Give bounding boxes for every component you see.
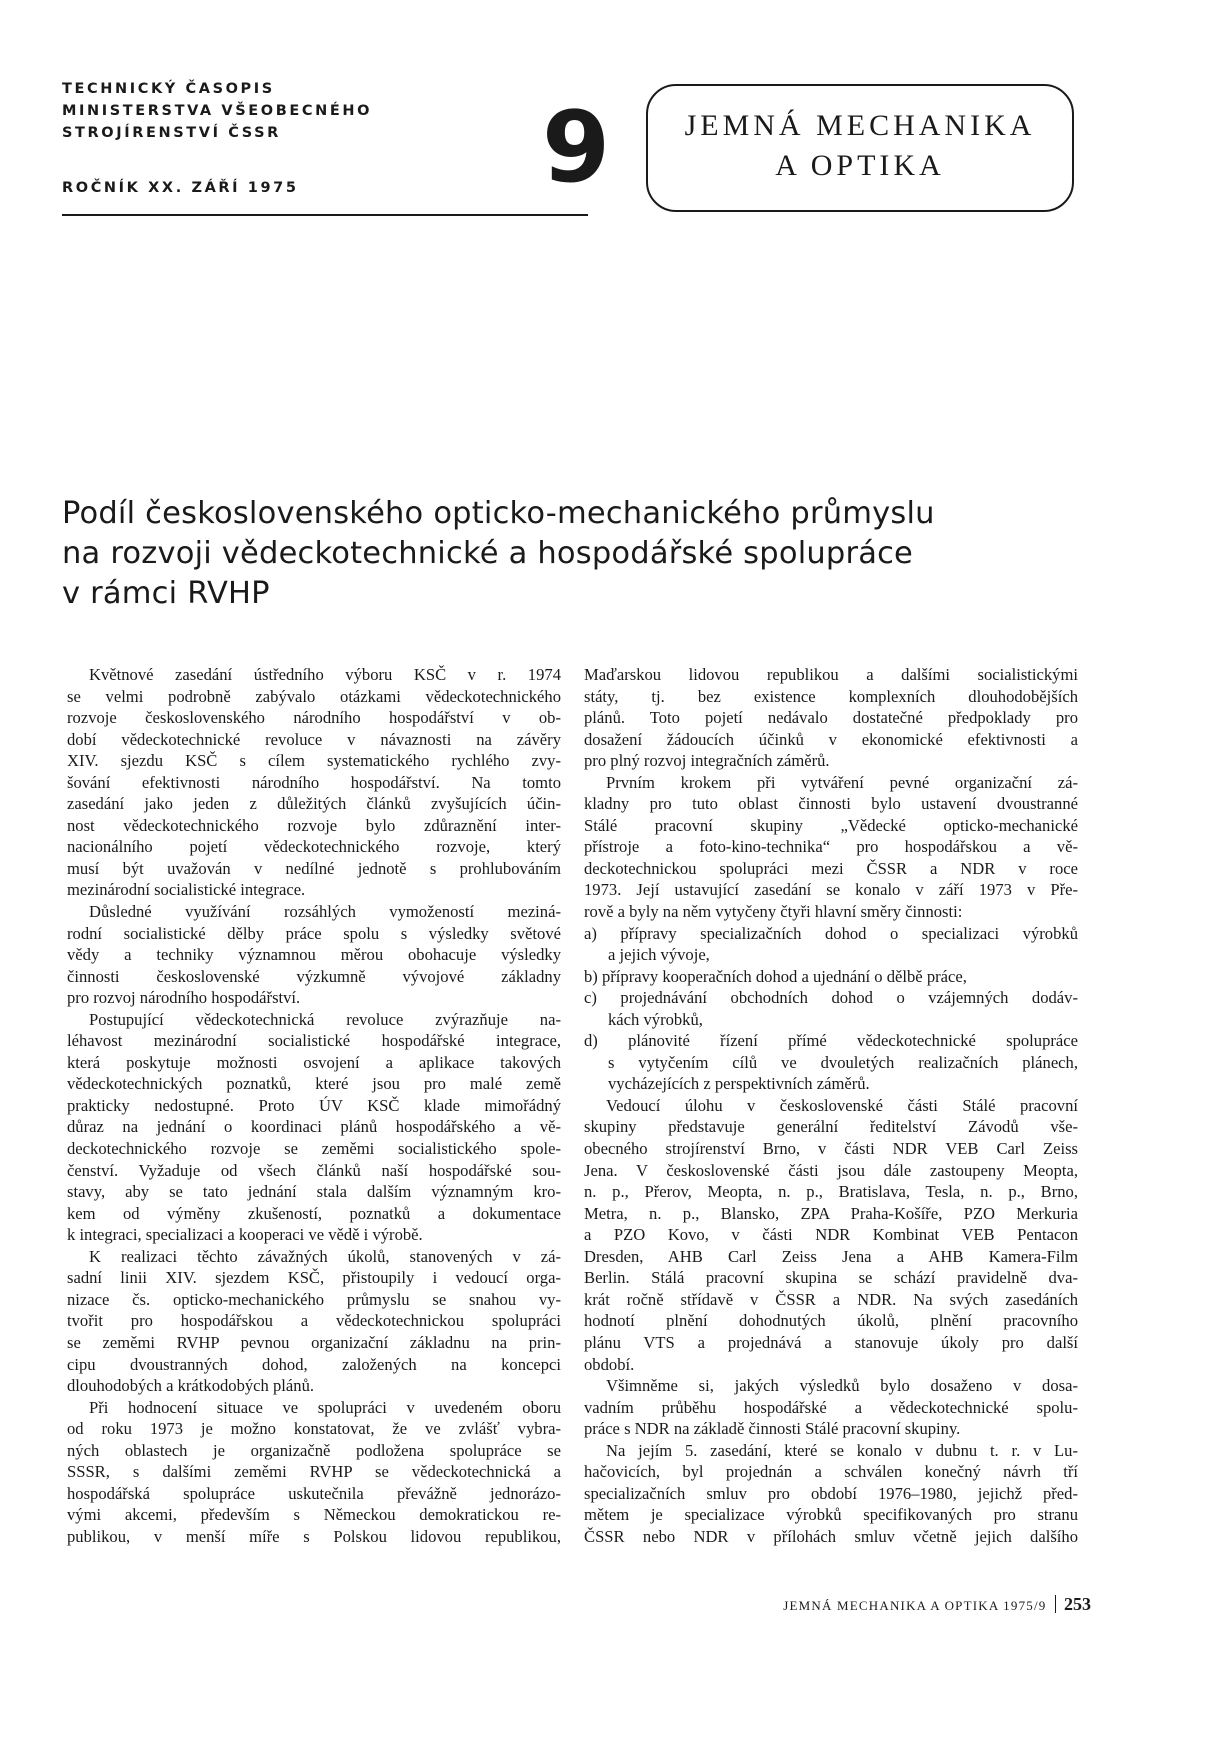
body-text-line: deckotechnickou spolupráci mezi ČSSR a NDR v roce xyxy=(584,858,1078,878)
body-text-line: kem od výměny zkušeností, poznatků a dokumentace xyxy=(67,1203,561,1223)
body-text-line: Všimněme si, jakých výsledků bylo dosaženo v dosa- xyxy=(606,1376,1078,1396)
body-text-line: rodní socialistické dělby práce spolu s výsledky světové xyxy=(67,923,561,943)
body-text-line: Metra, n. p., Blansko, ZPA Praha-Košíře, PZO Merkuria xyxy=(584,1203,1078,1223)
body-text-line: dlouhodobých a krátkodobých plánů. xyxy=(67,1376,315,1396)
title-line: Podíl československého opticko-mechanického průmyslu xyxy=(62,496,935,531)
page-footer xyxy=(783,1594,1091,1615)
body-text-line: s vytyčením cílů ve dvouletých realizačních plánech, xyxy=(608,1052,1078,1072)
publisher-line: STROJÍRENSTVÍ ČSSR xyxy=(62,125,281,141)
body-text-line: specializačních smluv pro období 1976–1980, jejichž před- xyxy=(584,1483,1078,1503)
title-line: v rámci RVHP xyxy=(62,576,270,611)
body-text-line: vými akcemi, především s Německou demokratickou re- xyxy=(67,1505,561,1525)
body-text-line: Dresden, AHB Carl Zeiss Jena a AHB Kamera-Film xyxy=(584,1246,1078,1266)
journal-title-line: JEMNÁ MECHANIKA xyxy=(684,109,1036,142)
body-text-line: k integraci, specializaci a kooperaci ve vědě i výrobě. xyxy=(67,1225,423,1245)
body-text-line: Maďarskou lidovou republikou a dalšími socialistickými xyxy=(584,665,1078,684)
body-text-line: vadním průběhu hospodářské a vědeckotechnické spolu- xyxy=(584,1397,1078,1417)
body-text-line: Jena. V československé části jsou dále zastoupeny Meopta, xyxy=(584,1160,1078,1180)
body-text-line: Důsledné využívání rozsáhlých vymožeností meziná- xyxy=(89,902,561,922)
body-text-line: K realizaci těchto závažných úkolů, stanovených v zá- xyxy=(89,1246,561,1266)
body-text-line: Při hodnocení situace ve spolupráci v uvedeném oboru xyxy=(89,1397,561,1417)
page-number: 253 xyxy=(1064,1594,1091,1614)
body-text-line: ČSSR nebo NDR v přílohách smluv včetně jejich dalšího xyxy=(584,1526,1078,1546)
body-text-line: Stálé pracovní skupiny „Vědecké opticko-mechanické xyxy=(584,815,1078,835)
publisher-block xyxy=(62,78,372,144)
body-text-line: sadní linii XIV. sjezdem KSČ, přistoupily i vedoucí orga- xyxy=(67,1268,561,1288)
body-text-line: obecného strojírenství Brno, v části NDR VEB Carl Zeiss xyxy=(584,1139,1078,1159)
issue-number: 9 xyxy=(542,91,609,205)
body-text-line: kách výrobků, xyxy=(608,1009,703,1029)
body-text-line: pro plný rozvoj integračních záměrů. xyxy=(584,751,830,771)
journal-title-box xyxy=(646,84,1074,212)
body-text-line: se velmi podrobně zabývalo otázkami vědeckotechnického xyxy=(67,686,561,706)
body-text-line: Vedoucí úlohu v československé části Stálé pracovní xyxy=(606,1095,1078,1115)
body-text-line: Postupující vědeckotechnická revoluce zvýrazňuje na- xyxy=(89,1009,561,1029)
body-text-line: činnosti československé výzkumně vývojové základny xyxy=(67,966,561,986)
body-text-line: od roku 1973 je možno konstatovat, že ve zvlášť vybra- xyxy=(67,1419,561,1439)
header-divider xyxy=(62,214,588,216)
body-text-line: Prvním krokem při vytváření pevné organizační zá- xyxy=(606,772,1078,792)
publisher-line: MINISTERSTVA VŠEOBECNÉHO xyxy=(62,103,372,119)
title-line: na rozvoji vědeckotechnické a hospodářské spolupráce xyxy=(62,536,914,571)
body-text-line: tvořit pro hospodářskou a vědeckotechnickou spolupráci xyxy=(67,1311,561,1331)
body-text-line: krát ročně střídavě v ČSSR a NDR. Na svých zasedáních xyxy=(584,1289,1078,1309)
body-text-line: n. p., Přerov, Meopta, n. p., Bratislava, Tesla, n. p., Brno, xyxy=(584,1182,1078,1202)
body-text-line: rozvoje československého národního hospodářství v ob- xyxy=(67,708,561,728)
body-text-line: období. xyxy=(584,1354,635,1374)
body-text-line: a PZO Kovo, v části NDR Kombinat VEB Pentacon xyxy=(584,1225,1078,1245)
body-text-line: d) plánovité řízení přímé vědeckotechnické spolupráce xyxy=(584,1031,1078,1051)
body-text-line: mětem je specializace výrobků specifikovaných pro stranu xyxy=(584,1505,1078,1525)
body-text-line: c) projednávání obchodních dohod o vzájemných dodáv- xyxy=(584,988,1078,1008)
body-text-line: SSSR, s dalšími zeměmi RVHP se vědeckotechnická a xyxy=(67,1462,561,1482)
body-text-line: nost vědeckotechnického rozvoje bylo zdůraznění inter- xyxy=(67,815,561,835)
article-column-left xyxy=(67,664,561,1547)
body-text-line: ných oblastech je organizačně podložena spolupráce se xyxy=(67,1440,561,1460)
body-text-line: která poskytuje možnosti osvojení a aplikace takových xyxy=(67,1052,561,1072)
body-text-line: Květnové zasedání ústředního výboru KSČ v r. 1974 xyxy=(89,665,561,684)
body-text-line: zasedání jako jeden z důležitých článků zvyšujících účin- xyxy=(67,794,561,814)
body-text-line: vědy a techniky významnou měrou obohacuje výsledky xyxy=(67,945,561,965)
body-text-line: čenství. Vyžaduje od všech článků naší hospodářské sou- xyxy=(67,1160,561,1180)
journal-title-line: A OPTIKA xyxy=(775,149,945,182)
body-text-line: léhavost mezinárodní socialistické hospodářské integrace, xyxy=(67,1031,561,1051)
body-text-line: nizace čs. opticko-mechanického průmyslu se snahou vy- xyxy=(67,1289,561,1309)
body-text-line: přístroje a foto-kino-technika“ pro hospodářskou a vě- xyxy=(584,837,1078,857)
body-text-line: cipu dvoustranných dohod, založených na koncepci xyxy=(67,1354,561,1374)
footer-journal: JEMNÁ MECHANIKA A OPTIKA 1975/9 xyxy=(783,1598,1047,1613)
body-text-line: 1973. Její ustavující zasedání se konalo v září 1973 v Pře- xyxy=(584,880,1078,900)
body-text-line: hačovicích, byl projednán a schválen konečný návrh tří xyxy=(584,1462,1078,1482)
body-text-line: prakticky nedostupné. Proto ÚV KSČ klade mimořádný xyxy=(67,1095,561,1115)
body-text-line: musí být uvažován v nedílné jednotě s prohlubováním xyxy=(67,858,561,878)
body-text-line: plánů. Toto pojetí nedávalo dostatečné předpoklady pro xyxy=(584,708,1078,728)
body-text-line: skupiny představuje generální ředitelství Závodů vše- xyxy=(584,1117,1078,1137)
body-text-line: dobí vědeckotechnické revoluce v návaznosti na závěry xyxy=(67,729,561,749)
body-text-line: práce s NDR na základě činnosti Stálé pracovní skupiny. xyxy=(584,1419,961,1439)
body-text-line: rově a byly na něm vytyčeny čtyři hlavní směry činnosti: xyxy=(584,902,963,922)
body-text-line: stavy, aby se tato jednání stala dalším významným kro- xyxy=(67,1182,561,1202)
body-text-line: vycházejících z perspektivních záměrů. xyxy=(608,1074,870,1094)
body-text-line: XIV. sjezdu KSČ s cílem systematického rychlého zvy- xyxy=(67,751,561,771)
volume-date: ROČNÍK XX. ZÁŘÍ 1975 xyxy=(62,180,299,196)
body-text-line: vědeckotechnických poznatků, které jsou pro malé země xyxy=(67,1074,561,1094)
body-text-line: mezinárodní socialistické integrace. xyxy=(67,880,306,900)
body-text-line: důraz na jednání o koordinaci plánů hospodářského a vě- xyxy=(67,1117,561,1137)
body-text-line: Berlin. Stálá pracovní skupina se schází pravidelně dva- xyxy=(584,1268,1078,1288)
body-text-line: a jejich vývoje, xyxy=(608,945,710,965)
body-text-line: Na jejím 5. zasedání, které se konalo v dubnu t. r. v Lu- xyxy=(606,1440,1078,1460)
footer-separator xyxy=(1055,1595,1057,1613)
body-text-line: kladny pro tuto oblast činnosti bylo ustavení dvoustranné xyxy=(584,794,1078,814)
article-column-right xyxy=(584,664,1078,1547)
body-text-line: deckotechnického rozvoje se zeměmi socialistického spole- xyxy=(67,1139,561,1159)
body-text-line: státy, tj. bez existence komplexních dlouhodobějších xyxy=(584,686,1078,706)
body-text-line: a) přípravy specializačních dohod o specializaci výrobků xyxy=(584,923,1078,943)
publisher-line: TECHNICKÝ ČASOPIS xyxy=(62,81,275,97)
body-text-line: plánu VTS a projednává a stanovuje úkoly pro další xyxy=(584,1332,1078,1352)
body-text-line: nacionálního pojetí vědeckotechnického rozvoje, který xyxy=(67,837,561,857)
body-text-line: pro rozvoj národního hospodářství. xyxy=(67,988,301,1008)
body-text-line: šování efektivnosti národního hospodářství. Na tomto xyxy=(67,772,561,792)
body-text-line: dosažení žádoucích účinků v ekonomické efektivnosti a xyxy=(584,729,1078,749)
article-title xyxy=(62,494,1112,614)
body-text-line: b) přípravy kooperačních dohod a ujednání o dělbě práce, xyxy=(584,966,967,986)
body-text-line: hospodářská spolupráce uskutečnila převážně jednorázo- xyxy=(67,1483,561,1503)
body-text-line: se zeměmi RVHP pevnou organizační základnu na prin- xyxy=(67,1332,561,1352)
body-text-line: publikou, v menší míře s Polskou lidovou republikou, xyxy=(67,1526,561,1546)
body-text-line: hodnotí plnění dohodnutých úkolů, plnění pracovního xyxy=(584,1311,1078,1331)
